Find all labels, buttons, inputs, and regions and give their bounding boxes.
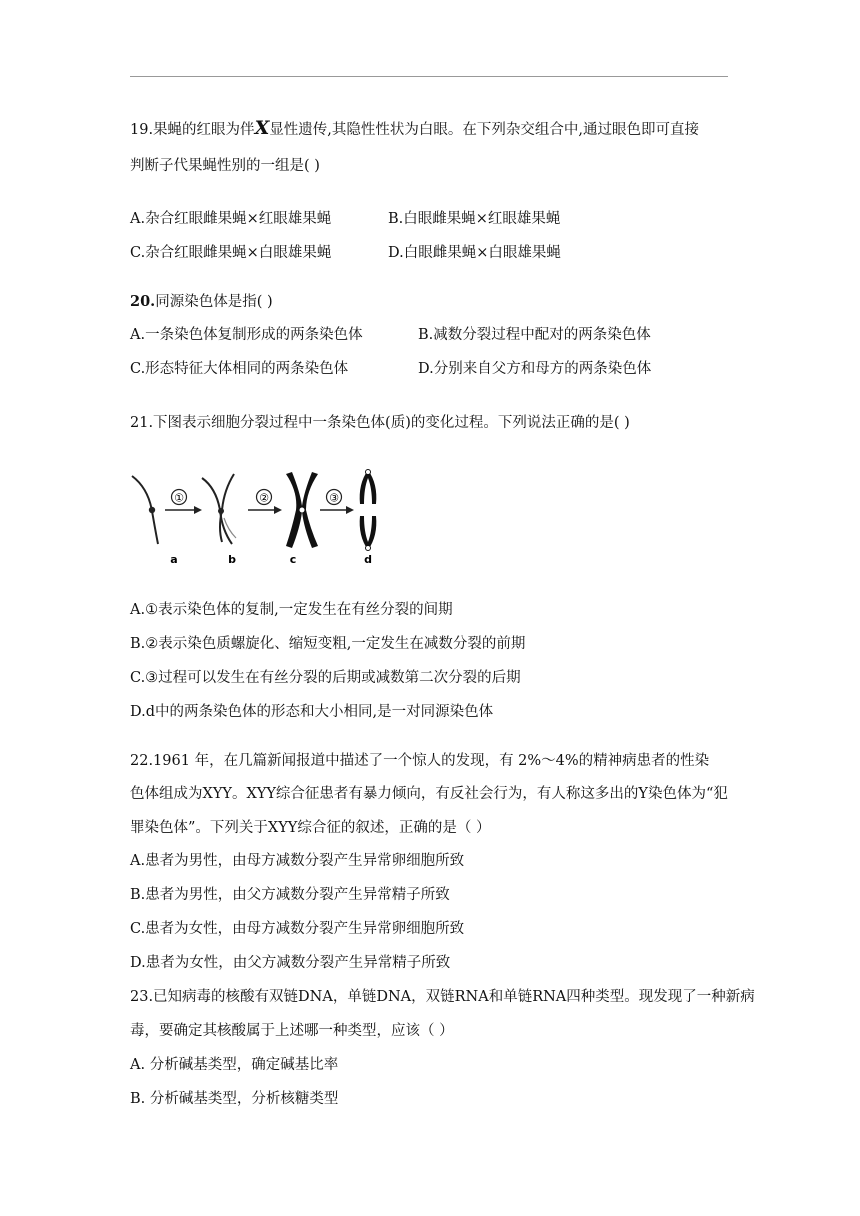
q19-stem-line1 [130,118,699,140]
q22-stem-line3: 罪染色体”。下列关于XYY综合征的叙述，正确的是（ ） [130,820,491,836]
step-1-label: ① [174,491,184,505]
q23-option-a: A. 分析碱基类型，确定碱基比率 [130,1057,339,1073]
label-c: c [289,553,297,566]
label-b: b [228,553,236,566]
q20-option-b: B.减数分裂过程中配对的两条染色体 [418,327,651,343]
q22-option-b: B.患者为男性，由父方减数分裂产生异常精子所致 [130,887,450,903]
label-a: a [170,553,178,566]
q19-stem-line2: 判断子代果蝇性别的一组是( ) [130,158,320,174]
q23-option-b: B. 分析碱基类型，分析核糖类型 [130,1091,339,1107]
arrow-step-3 [320,490,354,515]
q19-option-b: B.白眼雌果蝇×红眼雄果蝇 [388,211,561,227]
q21-stem: 21.下图表示细胞分裂过程中一条染色体(质)的变化过程。下列说法正确的是( ) [130,415,630,431]
chromosome-c [286,472,318,548]
chromosome-a [132,476,158,544]
q21-option-c: C.③过程可以发生在有丝分裂的后期或减数第二次分裂的后期 [130,670,521,686]
q23-stem-line1: 23.已知病毒的核酸有双链DNA，单链DNA，双链RNA和单链RNA四种类型。现发现了一种新病 [130,989,755,1005]
q19-option-d: D.白眼雌果蝇×白眼雄果蝇 [388,245,561,261]
label-d: d [364,553,372,566]
q19-option-c: C.杂合红眼雌果蝇×白眼雄果蝇 [130,245,332,261]
q22-stem-line1: 22.1961 年，在几篇新闻报道中描述了一个惊人的发现，有 2%～4%的精神病患者的性染 [130,753,710,769]
q21-option-a: A.①表示染色体的复制,一定发生在有丝分裂的间期 [130,602,453,618]
q20-option-a: A.一条染色体复制形成的两条染色体 [130,327,363,343]
q20-option-d: D.分别来自父方和母方的两条染色体 [418,361,652,377]
q19-stem-pre: 19.果蝇的红眼为伴 [130,122,255,138]
q22-option-a: A.患者为男性，由母方减数分裂产生异常卵细胞所致 [130,853,465,869]
x-chromosome-letter: X [254,117,270,139]
q20-stem-text: 同源染色体是指( ) [155,294,273,310]
chromosome-b [202,474,236,544]
step-3-label: ③ [329,491,339,505]
q20-option-c: C.形态特征大体相同的两条染色体 [130,361,349,377]
q19-option-a: A.杂合红眼雌果蝇×红眼雄果蝇 [130,211,332,227]
header-rule [130,76,728,77]
q23-stem-line2: 毒，要确定其核酸属于上述哪一种类型，应该（ ） [130,1023,454,1039]
chromosome-d [360,470,377,551]
q22-stem-line2: 色体组成为XYY。XYY综合征患者有暴力倾向，有反社会行为，有人称这多出的Y染色体为“犯 [130,786,728,802]
q22-option-d: D.患者为女性，由父方减数分裂产生异常精子所致 [130,955,451,971]
q21-option-b: B.②表示染色质螺旋化、缩短变粗,一定发生在减数分裂的前期 [130,636,526,652]
q21-option-d: D.d中的两条染色体的形态和大小相同,是一对同源染色体 [130,704,494,720]
q22-option-c: C.患者为女性，由母方减数分裂产生异常卵细胞所致 [130,921,465,937]
q19-stem-post: 显性遗传,其隐性性状为白眼。在下列杂交组合中,通过眼色即可直接 [269,122,700,138]
arrow-step-1 [165,490,202,515]
arrow-step-2 [248,490,282,515]
q20-stem [130,292,273,312]
q20-number: 20. [130,293,156,310]
step-2-label: ② [259,491,269,505]
chromosome-change-figure [128,466,393,569]
